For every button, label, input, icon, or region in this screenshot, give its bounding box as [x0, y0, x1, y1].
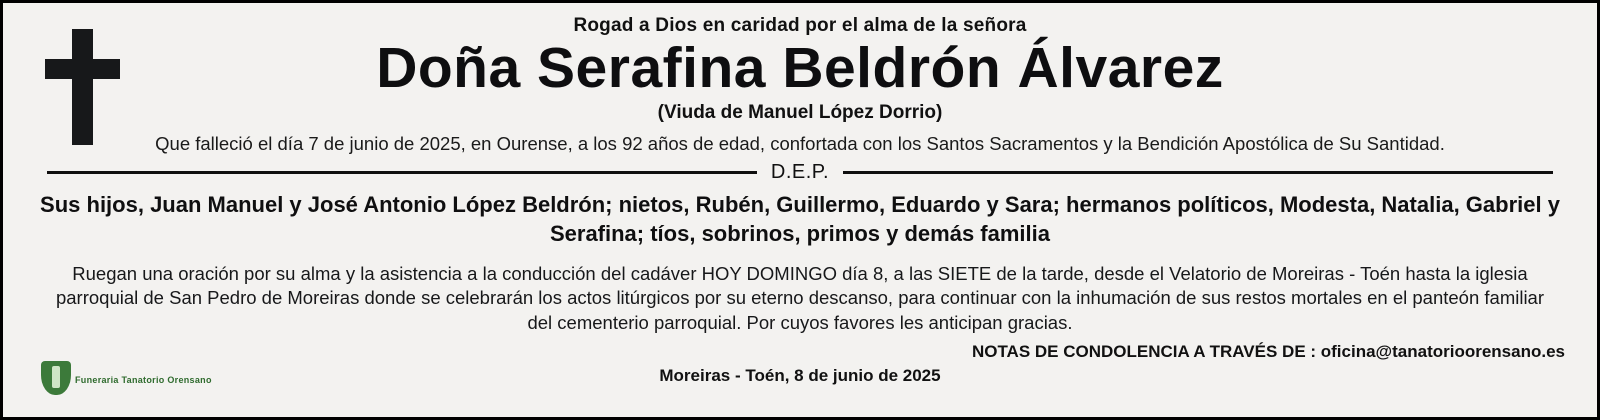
logo-shield-shape	[41, 361, 71, 395]
obituary-inner	[29, 15, 1571, 411]
condolence-note: NOTAS DE CONDOLENCIA A TRAVÉS DE : oficina@tanatorioorensano.es	[971, 342, 1565, 362]
death-details-line: Que falleció el día 7 de junio de 2025, en Ourense, a los 92 años de edad, confortada con los Santos Sacramentos y la Bendición Apostólica de Su Santidad.	[155, 133, 1445, 155]
dep-rule-right	[843, 171, 1553, 174]
dep-divider-row	[29, 161, 1571, 184]
place-and-date: Moreiras - Toén, 8 de junio de 2025	[659, 366, 941, 386]
dep-rule-left	[47, 171, 757, 174]
service-details-text: Ruegan una oración por su alma y la asistencia a la conducción del cadáver HOY DOMINGO día 8, a las SIETE de la tarde, desde el Velatorio de Moreiras - Toén hasta la iglesia parroquial de San Pedro de Moreiras donde se celebrarán los actos litúrgicos por su eterno descanso, para continuar con la inhumación de sus restos mortales en el panteón familiar del cementerio parroquial. Por cuyos favores les anticipan gracias.	[55, 262, 1545, 333]
cross-horizontal-bar	[45, 59, 120, 79]
cross-vertical-bar	[72, 29, 93, 145]
widow-of-line: (Viuda de Manuel López Dorrio)	[657, 102, 943, 124]
logo-label: Funeraria Tanatorio Orensano	[75, 375, 212, 385]
dep-label: D.E.P.	[770, 161, 830, 184]
cross-icon	[39, 29, 125, 145]
intro-line: Rogad a Dios en caridad por el alma de la señora	[573, 15, 1027, 36]
deceased-name: Doña Serafina Beldrón Álvarez	[376, 36, 1224, 100]
funeral-home-logo-icon	[35, 359, 212, 405]
family-members-line: Sus hijos, Juan Manuel y José Antonio López Beldrón; nietos, Rubén, Guillermo, Eduardo y Sara; hermanos políticos, Modesta, Natalia, Gabriel y Serafina; tíos, sobrinos, primos y demás familia	[40, 192, 1560, 246]
